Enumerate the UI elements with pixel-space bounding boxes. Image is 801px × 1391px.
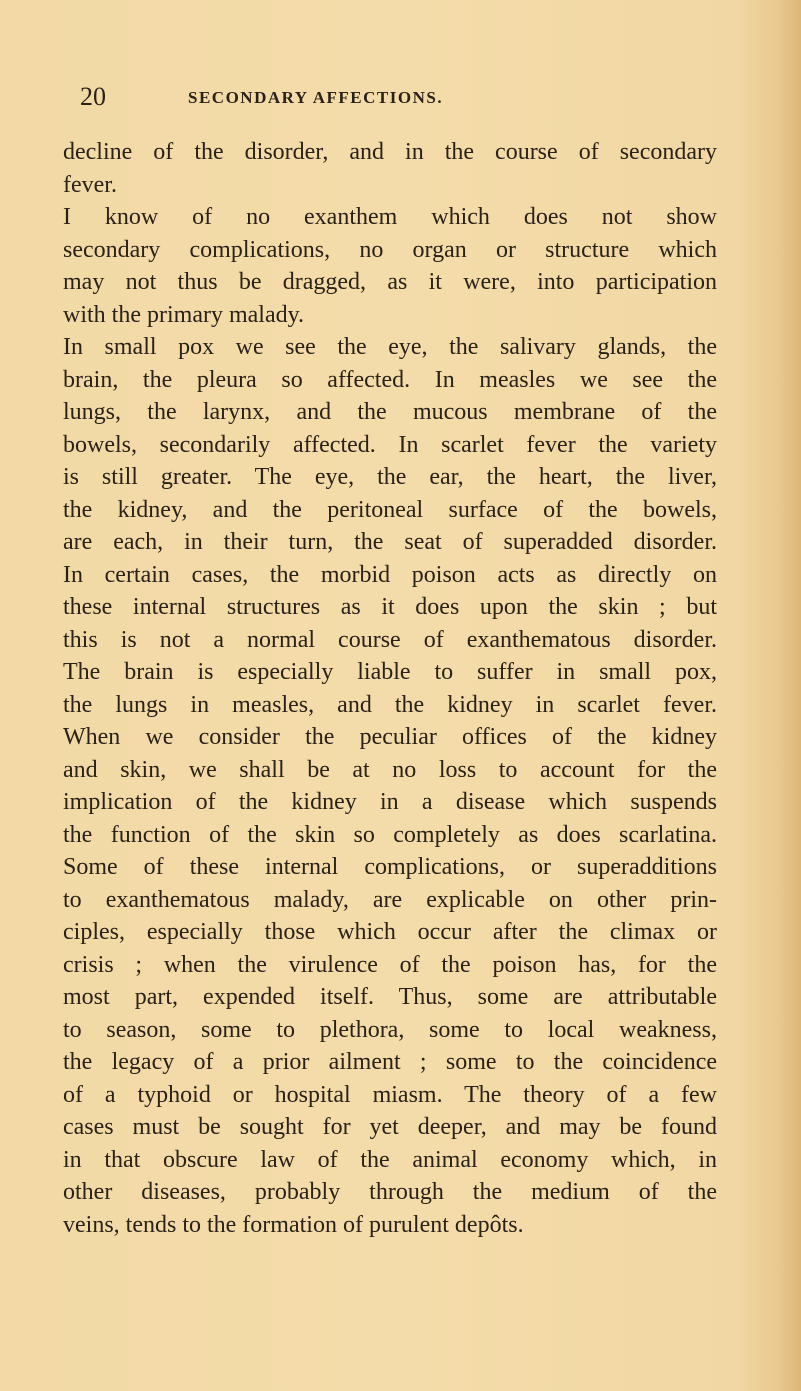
text-line: In small pox we see the eye, the salivary glands, the [63, 334, 717, 360]
text-line: the lungs in measles, and the kidney in scarlet fever. [63, 691, 717, 718]
text-line: fever. [63, 171, 117, 198]
page-header [80, 82, 640, 112]
text-line: to exanthematous malady, are explicable on other prin- [63, 886, 717, 913]
text-line: most part, expended itself. Thus, some are attributable [63, 984, 717, 1010]
text-line: may not thus be dragged, as it were, into participation [63, 269, 717, 295]
text-line: veins, tends to the formation of purulent depôts. [63, 1211, 524, 1238]
text-line: other diseases, probably through the medium of the [63, 1179, 717, 1205]
body-text [63, 136, 717, 1241]
text-line: When we consider the peculiar offices of the kidney [63, 724, 717, 750]
text-line: In certain cases, the morbid poison acts as directly on [63, 561, 717, 588]
text-line: lungs, the larynx, and the mucous membrane of the [63, 399, 717, 425]
text-line: these internal structures as it does upon the skin ; but [63, 594, 717, 620]
text-line: decline of the disorder, and in the course of secondary [63, 139, 717, 165]
text-line: secondary complications, no organ or structure which [63, 236, 717, 263]
text-line: are each, in their turn, the seat of superadded disorder. [63, 529, 717, 555]
text-line: the function of the skin so completely as does scarlatina. [63, 821, 717, 848]
text-line: bowels, secondarily affected. In scarlet fever the variety [63, 431, 717, 458]
text-line: to season, some to plethora, some to local weakness, [63, 1016, 717, 1043]
text-line: I know of no exanthem which does not show [63, 204, 717, 230]
text-line: the kidney, and the peritoneal surface of the bowels, [63, 496, 717, 523]
text-line: Some of these internal complications, or superadditions [63, 854, 717, 880]
text-line: ciples, especially those which occur after the climax or [63, 919, 717, 945]
text-line: in that obscure law of the animal economy which, in [63, 1146, 717, 1173]
text-line: the legacy of a prior ailment ; some to the coincidence [63, 1049, 717, 1075]
running-head: SECONDARY AFFECTIONS. [188, 88, 444, 107]
text-line: and skin, we shall be at no loss to account for the [63, 756, 717, 783]
text-line: this is not a normal course of exanthematous disorder. [63, 626, 717, 653]
text-line: of a typhoid or hospital miasm. The theory of a few [63, 1081, 717, 1108]
text-line: crisis ; when the virulence of the poison has, for the [63, 951, 717, 978]
text-line: brain, the pleura so affected. In measles we see the [63, 366, 717, 393]
text-line: cases must be sought for yet deeper, and may be found [63, 1114, 717, 1140]
page-number: 20 [80, 82, 106, 111]
text-line: implication of the kidney in a disease which suspends [63, 789, 717, 815]
text-line: The brain is especially liable to suffer in small pox, [63, 659, 717, 685]
text-line: with the primary malady. [63, 301, 305, 328]
text-line: is still greater. The eye, the ear, the heart, the liver, [63, 464, 717, 490]
